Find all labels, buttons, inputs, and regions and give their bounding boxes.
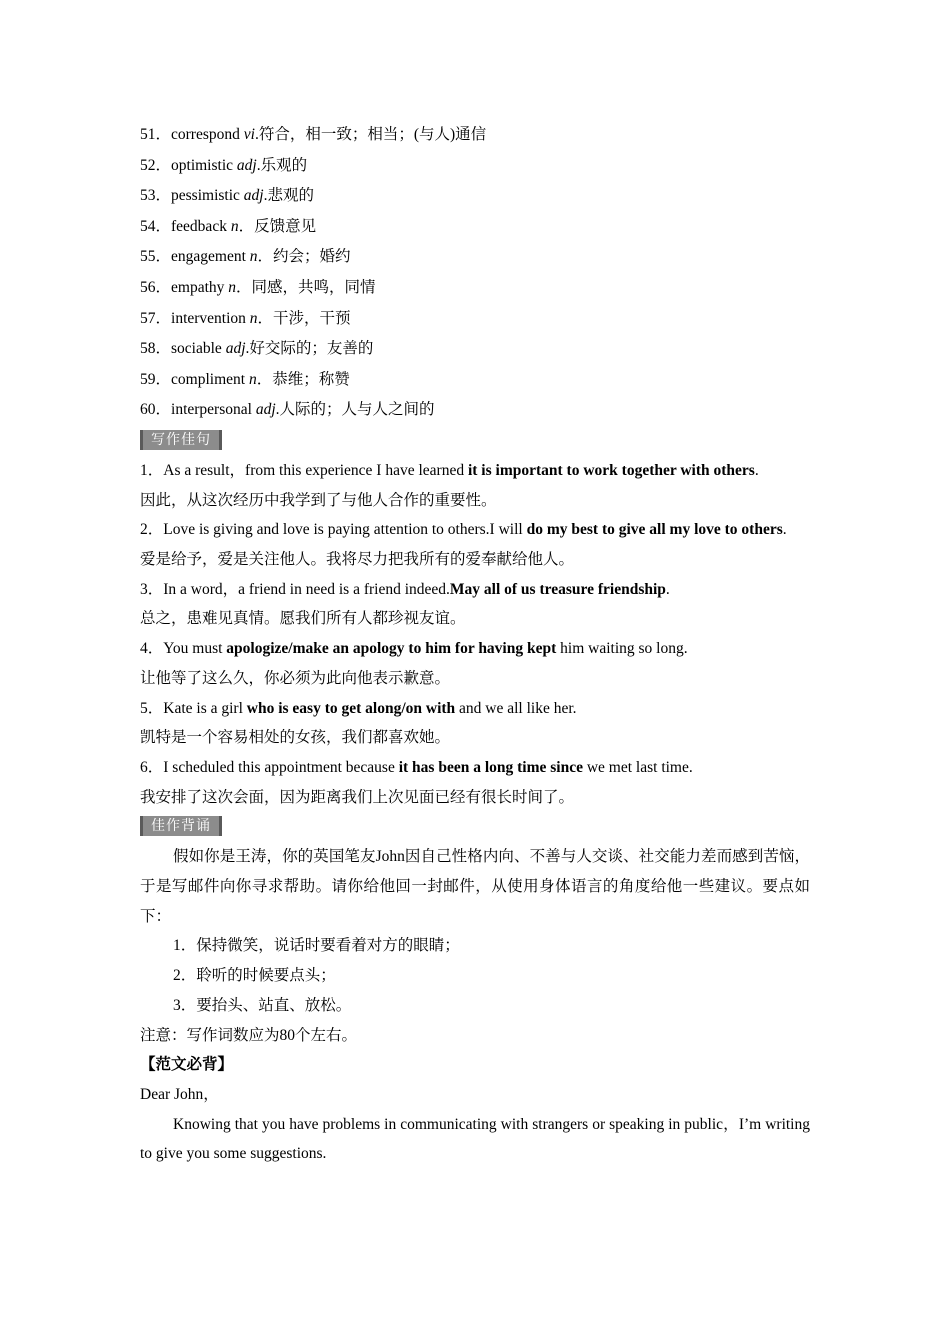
sentence-key-phrase: it is important to work together with others [467, 461, 755, 479]
sentence-key-phrase: it has been a long time since [398, 758, 583, 776]
vocab-item [140, 242, 810, 273]
vocab-meaning: .人际的；人与人之间的 [275, 401, 435, 419]
vocab-word: compliment [171, 370, 246, 388]
essay-greeting: Dear John， [140, 1086, 219, 1103]
sentence-key-phrase: apologize/make an apology to him for having kept [226, 640, 557, 658]
vocab-pos: n [249, 309, 258, 327]
vocab-meaning: ．恭维；称赞 [256, 370, 350, 388]
sentence-text: 5．Kate is a girl [140, 699, 247, 717]
vocab-pos: adj [225, 340, 246, 358]
task-point: 1．保持微笑，说话时要看着对方的眼睛； [173, 937, 460, 955]
vocab-pos: n [230, 217, 239, 235]
sentence-text: we met last time. [582, 758, 693, 776]
sentence-text: . [782, 521, 787, 539]
sentence-translation: 让他等了这么久，你必须为此向他表示歉意。 [140, 669, 451, 687]
section-badge-writing: 写作佳句 [140, 430, 222, 450]
vocab-word: feedback [171, 217, 227, 235]
vocab-number: 51． [140, 126, 172, 143]
vocab-word: intervention [171, 309, 246, 327]
vocab-number: 58． [140, 340, 172, 358]
task-note: 注意：写作词数应为80个左右。 [140, 1026, 358, 1044]
vocab-number: 53． [140, 187, 172, 205]
sentence-key-phrase: who is easy to get along/on with [246, 699, 456, 717]
task-point: 3．要抬头、站直、放松。 [173, 996, 352, 1014]
model-essay [140, 1050, 810, 1169]
vocab-meaning: .悲观的 [263, 187, 314, 205]
vocab-item [140, 212, 810, 243]
vocab-pos: adj [255, 401, 276, 419]
vocab-word: correspond [171, 126, 240, 143]
vocab-pos: adj [236, 156, 257, 174]
sentence-item [140, 456, 810, 486]
vocab-meaning: ．同感，共鸣，同情 [236, 278, 376, 296]
sentence-text: 4．You must [140, 640, 227, 658]
vocab-meaning: ．反馈意见 [238, 217, 317, 235]
sentence-key-phrase: May all of us treasure friendship [449, 580, 666, 598]
section-badge-recite: 佳作背诵 [140, 816, 222, 836]
vocab-meaning: ．干涉，干预 [257, 309, 351, 327]
vocab-meaning: .乐观的 [256, 156, 308, 174]
vocab-number: 54． [140, 217, 172, 235]
sentence-text: 3．In a word，a friend in need is a friend indeed. [140, 580, 450, 598]
vocab-number: 57． [140, 309, 172, 327]
sentence-text: . [754, 461, 759, 479]
vocab-pos: adj [243, 187, 264, 205]
vocab-number: 52． [140, 156, 172, 174]
vocab-item [140, 120, 810, 151]
section-header-recite [140, 812, 810, 842]
vocab-number: 56． [140, 278, 172, 296]
vocab-item [140, 395, 810, 426]
sentence-item [140, 515, 810, 545]
sentence-text: 6．I scheduled this appointment because [140, 758, 399, 776]
sentence-item [140, 694, 810, 724]
sentence-translation: 爱是给予，爱是关注他人。我将尽力把我所有的爱奉献给他人。 [140, 551, 575, 569]
vocab-meaning: .好交际的；友善的 [245, 340, 374, 358]
vocab-item [140, 151, 810, 182]
sentence-list [140, 456, 810, 812]
sentence-translation: 总之，患难见真情。愿我们所有人都珍视友谊。 [140, 610, 466, 628]
essay-paragraph: Knowing that you have problems in communicating with strangers or speaking in public，I’m writing to give you some suggestions. [140, 1115, 810, 1163]
vocab-item [140, 304, 810, 335]
vocab-word: empathy [171, 278, 225, 296]
sentence-text: . [665, 580, 670, 598]
sentence-text: 1．As a result，from this experience I have learned [140, 461, 468, 479]
vocab-meaning: .符合，相一致；相当；(与人)通信 [254, 126, 487, 143]
vocab-word: pessimistic [171, 187, 240, 205]
sentence-item [140, 753, 810, 783]
vocab-meaning: ．约会；婚约 [257, 248, 351, 266]
section-header-writing [140, 426, 810, 456]
vocab-pos: n [249, 248, 258, 266]
sentence-text: him waiting so long. [556, 640, 688, 658]
vocab-item [140, 334, 810, 365]
vocab-number: 59． [140, 370, 172, 388]
sentence-text: 2．Love is giving and love is paying attention to others.I will [140, 521, 527, 539]
sentence-translation: 因此，从这次经历中我学到了与他人合作的重要性。 [140, 491, 497, 509]
vocab-item [140, 273, 810, 304]
sentence-item [140, 575, 810, 605]
vocab-word: optimistic [171, 156, 234, 174]
sentence-text: and we all like her. [455, 699, 577, 717]
vocab-list [140, 120, 810, 426]
sentence-key-phrase: do my best to give all my love to others [526, 521, 783, 539]
vocab-number: 60． [140, 401, 172, 419]
writing-task [140, 842, 810, 1050]
vocab-item [140, 365, 810, 396]
vocab-pos: n [228, 278, 237, 296]
document-page [140, 120, 810, 1169]
vocab-word: sociable [171, 340, 222, 358]
vocab-pos: n [248, 370, 257, 388]
vocab-word: interpersonal [171, 401, 252, 419]
sentence-item [140, 634, 810, 664]
task-prompt: 假如你是王涛，你的英国笔友John因自己性格内向、不善与人交谈、社交能力差而感到苦恼，于是写邮件向你寻求帮助。请你给他回一封邮件，从使用身体语言的角度给他一些建议。要点如下： [140, 848, 810, 925]
sentence-translation: 我安排了这次会面，因为距离我们上次见面已经有很长时间了。 [140, 788, 575, 806]
sentence-translation: 凯特是一个容易相处的女孩，我们都喜欢她。 [140, 729, 451, 747]
model-essay-heading: 【范文必背】 [140, 1056, 234, 1074]
vocab-number: 55． [140, 248, 172, 266]
vocab-pos: vi [243, 126, 255, 143]
vocab-item [140, 181, 810, 212]
vocab-word: engagement [171, 248, 246, 266]
task-point: 2．聆听的时候要点头； [173, 967, 336, 985]
